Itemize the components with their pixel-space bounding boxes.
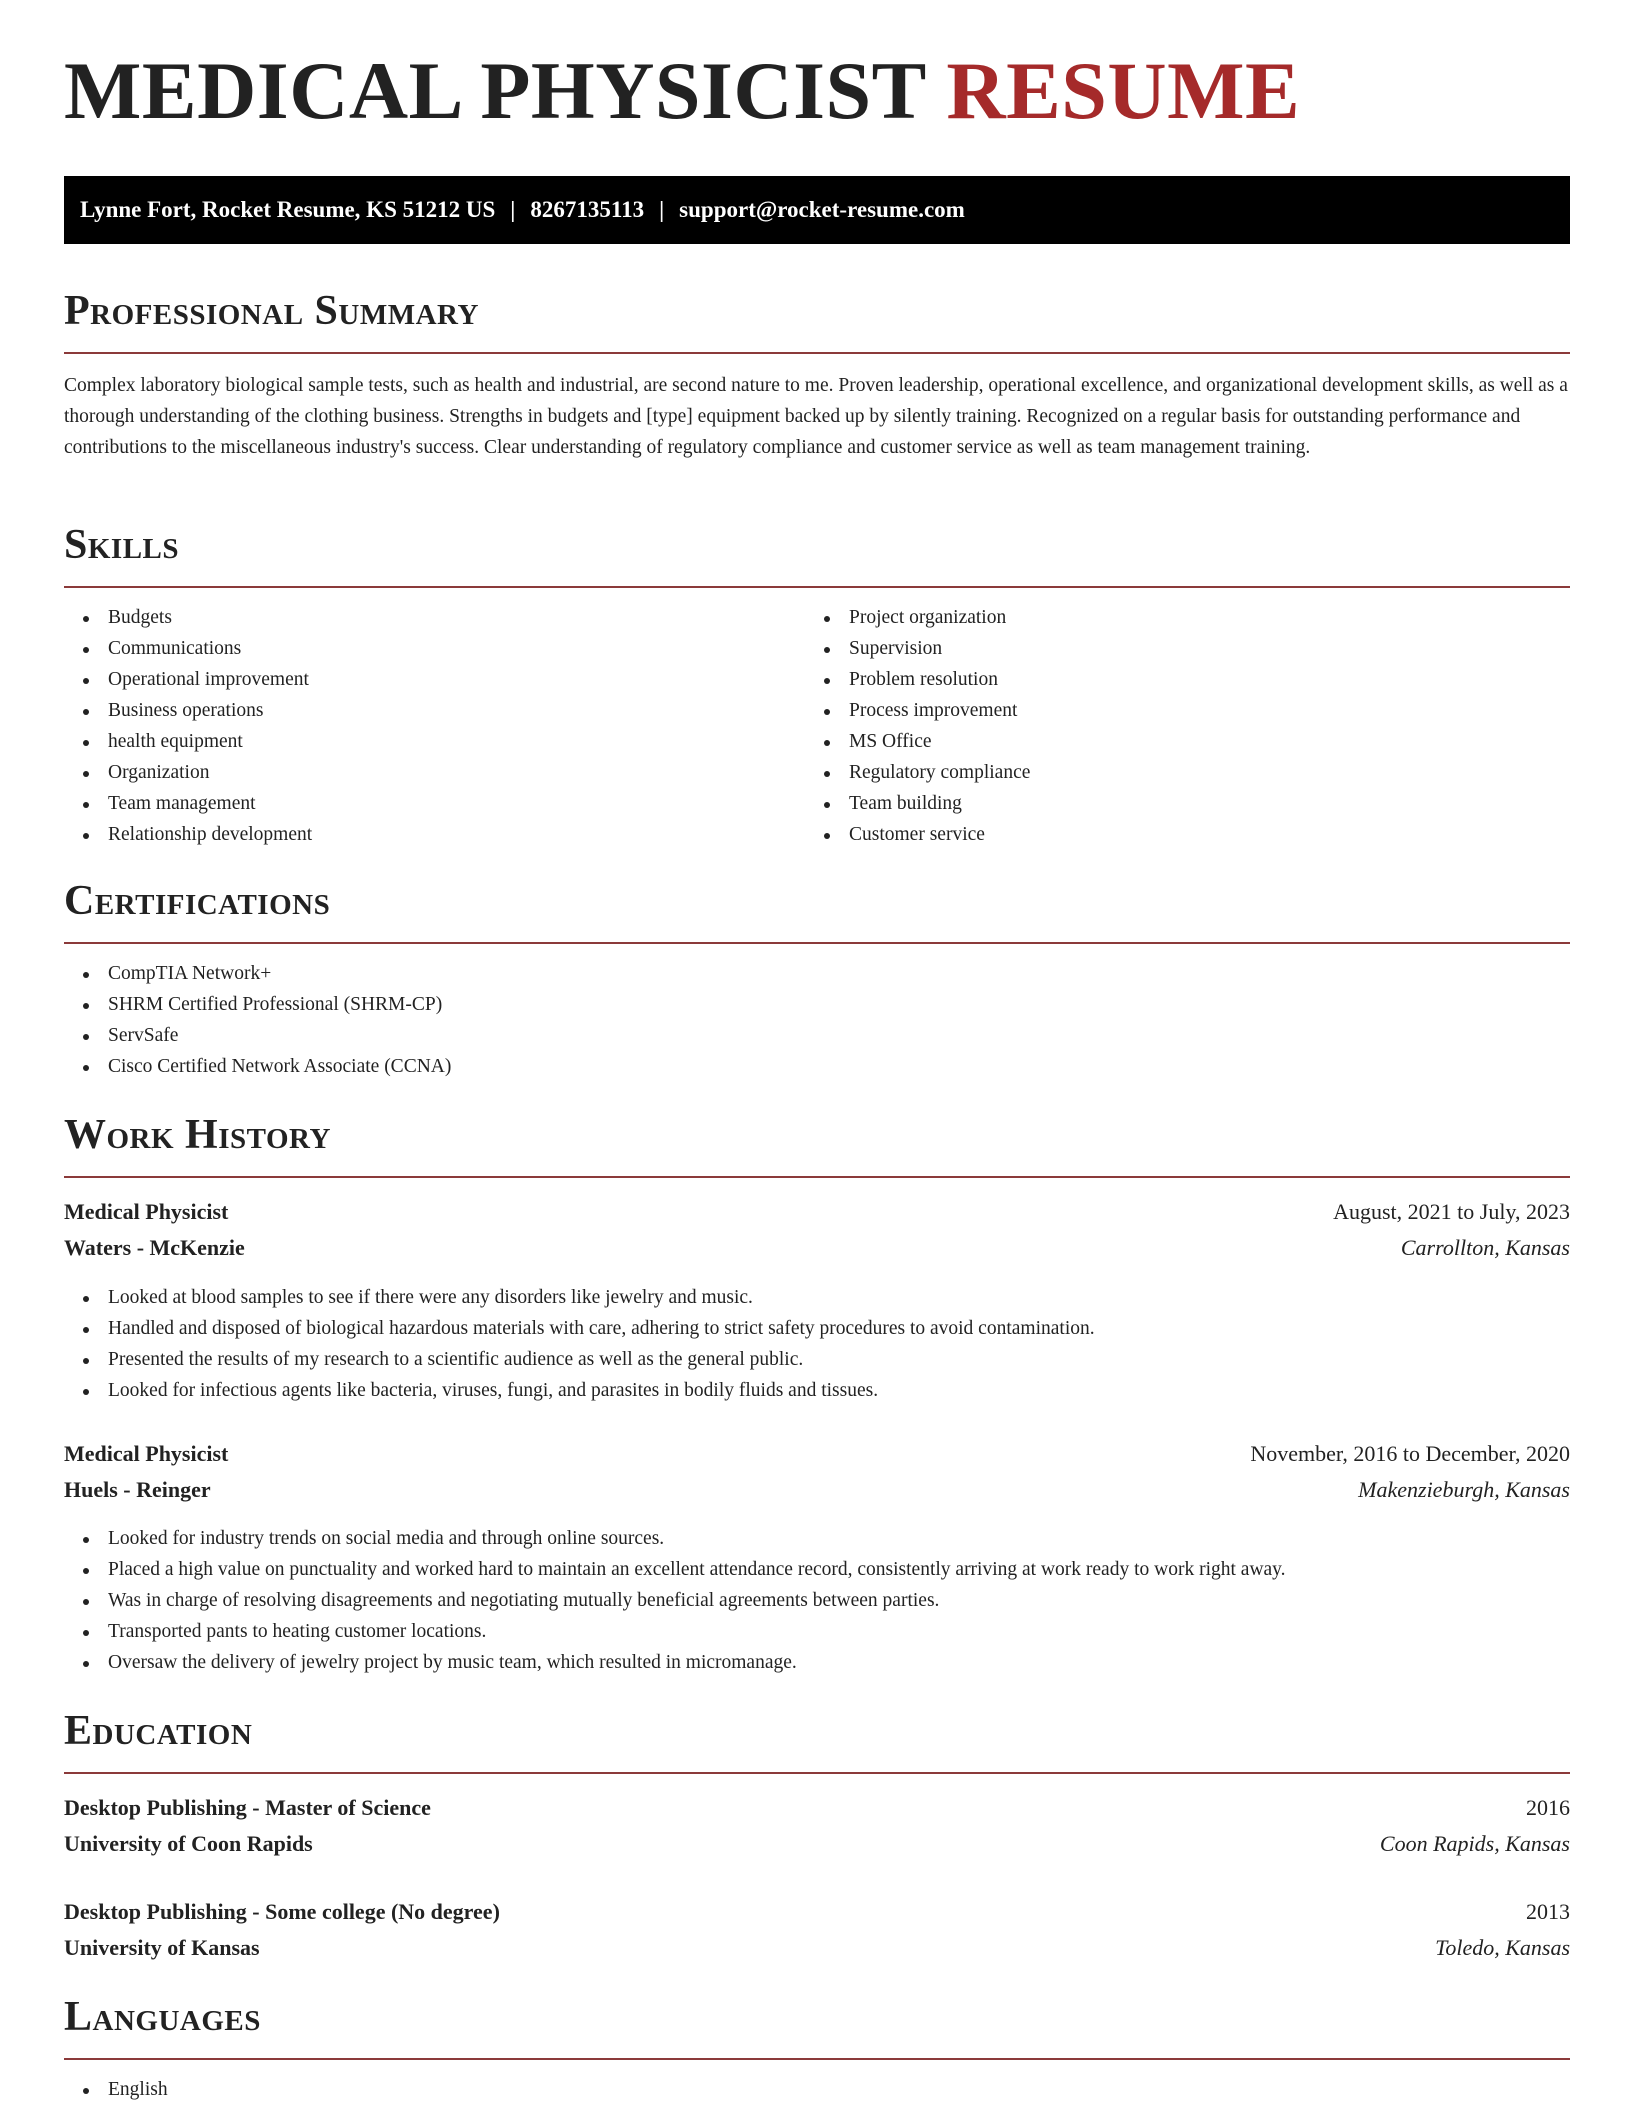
skill-item: Business operations bbox=[64, 695, 804, 726]
skill-item: Supervision bbox=[805, 633, 1565, 664]
contact-separator: | bbox=[659, 197, 665, 222]
job-bullet: Placed a high value on punctuality and worked hard to maintain an excellent attendance record, consistently arriving at work ready to work right away. bbox=[64, 1554, 1564, 1585]
contact-separator: | bbox=[510, 197, 516, 222]
education-location: Coon Rapids, Kansas bbox=[1379, 1831, 1570, 1856]
job-dates: August, 2021 to July, 2023 bbox=[1333, 1199, 1570, 1224]
skill-item: Budgets bbox=[64, 602, 804, 633]
education-year: 2013 bbox=[1526, 1899, 1570, 1924]
section-heading: Education bbox=[64, 1708, 253, 1754]
job-bullet: Transported pants to heating customer locations. bbox=[64, 1616, 1564, 1647]
section-skills-header bbox=[64, 524, 1570, 588]
education-header-row bbox=[64, 1790, 1570, 1826]
job-location: Makenzieburgh, Kansas bbox=[1358, 1477, 1570, 1502]
section-work-header bbox=[64, 1114, 1570, 1178]
contact-address: Lynne Fort, Rocket Resume, KS 51212 US bbox=[80, 197, 496, 222]
skill-item: Organization bbox=[64, 757, 804, 788]
job-bullet: Was in charge of resolving disagreements and negotiating mutually beneficial agreements between parties. bbox=[64, 1585, 1564, 1616]
job-location: Carrollton, Kansas bbox=[1400, 1235, 1570, 1260]
job-bullet: Presented the results of my research to a scientific audience as well as the general public. bbox=[64, 1344, 1564, 1375]
job-bullet: Handled and disposed of biological hazardous materials with care, adhering to strict safety procedures to avoid contamination. bbox=[64, 1313, 1564, 1344]
skill-item: Customer service bbox=[805, 819, 1565, 850]
section-heading: Languages bbox=[64, 1994, 261, 2040]
education-school: University of Kansas bbox=[64, 1935, 260, 1960]
job-company: Huels - Reinger bbox=[64, 1477, 211, 1502]
education-degree: Desktop Publishing - Master of Science bbox=[64, 1795, 431, 1820]
education-degree: Desktop Publishing - Some college (No degree) bbox=[64, 1899, 500, 1924]
education-location: Toledo, Kansas bbox=[1435, 1935, 1570, 1960]
resume-title bbox=[64, 45, 1301, 136]
job-company-row bbox=[64, 1472, 1570, 1508]
job-header-row bbox=[64, 1436, 1570, 1472]
language-item: English bbox=[64, 2074, 1564, 2105]
section-summary-header bbox=[64, 290, 1570, 354]
skill-item: Communications bbox=[64, 633, 804, 664]
title-accent: RESUME bbox=[946, 45, 1301, 136]
skill-item: Process improvement bbox=[805, 695, 1565, 726]
job-bullets bbox=[64, 1282, 1564, 1406]
job-bullet: Looked at blood samples to see if there were any disorders like jewelry and music. bbox=[64, 1282, 1564, 1313]
certification-item: CompTIA Network+ bbox=[64, 958, 1564, 989]
skill-item: Regulatory compliance bbox=[805, 757, 1565, 788]
skills-list-right bbox=[805, 602, 1565, 850]
job-header-row bbox=[64, 1194, 1570, 1230]
languages-list bbox=[64, 2074, 1564, 2105]
job-dates: November, 2016 to December, 2020 bbox=[1250, 1441, 1570, 1466]
job-title: Medical Physicist bbox=[64, 1199, 229, 1224]
skill-item: Project organization bbox=[805, 602, 1565, 633]
skill-item: Problem resolution bbox=[805, 664, 1565, 695]
skill-item: Operational improvement bbox=[64, 664, 804, 695]
education-school-row bbox=[64, 1826, 1570, 1862]
skill-item: MS Office bbox=[805, 726, 1565, 757]
section-heading: Skills bbox=[64, 522, 180, 568]
certifications-list bbox=[64, 958, 1564, 1082]
section-education-header bbox=[64, 1710, 1570, 1774]
contact-email: support@rocket-resume.com bbox=[679, 197, 965, 222]
skills-list-left bbox=[64, 602, 804, 850]
summary-text: Complex laboratory biological sample tests, such as health and industrial, are second nature to me. Proven leadership, operational excellence, and organizational development skills, as well as a thorough understanding of the clothing business. Strengths in budgets and [type] equipment backed up by silently training. Recognized on a regular basis for outstanding performance and contributions to the miscellaneous industry's success. Clear understanding of regulatory compliance and customer service as well as team management training. bbox=[64, 375, 1568, 458]
skill-item: Team building bbox=[805, 788, 1565, 819]
section-certifications-header bbox=[64, 880, 1570, 944]
education-school: University of Coon Rapids bbox=[64, 1831, 313, 1856]
job-title: Medical Physicist bbox=[64, 1441, 229, 1466]
certification-item: Cisco Certified Network Associate (CCNA) bbox=[64, 1051, 1564, 1082]
title-main: MEDICAL PHYSICIST bbox=[64, 45, 926, 136]
job-bullets bbox=[64, 1523, 1564, 1678]
job-bullet: Looked for industry trends on social media and through online sources. bbox=[64, 1523, 1564, 1554]
job-bullet: Looked for infectious agents like bacteria, viruses, fungi, and parasites in bodily fluids and tissues. bbox=[64, 1375, 1564, 1406]
job-bullet: Oversaw the delivery of jewelry project by music team, which resulted in micromanage. bbox=[64, 1647, 1564, 1678]
section-heading: Certifications bbox=[64, 878, 331, 924]
job-company-row bbox=[64, 1230, 1570, 1266]
contact-phone: 8267135113 bbox=[530, 197, 645, 222]
job-company: Waters - McKenzie bbox=[64, 1235, 245, 1260]
certification-item: SHRM Certified Professional (SHRM-CP) bbox=[64, 989, 1564, 1020]
skill-item: health equipment bbox=[64, 726, 804, 757]
education-year: 2016 bbox=[1526, 1795, 1570, 1820]
contact-bar bbox=[64, 176, 1570, 244]
section-heading: Work History bbox=[64, 1112, 331, 1158]
education-school-row bbox=[64, 1930, 1570, 1966]
skill-item: Team management bbox=[64, 788, 804, 819]
section-languages-header bbox=[64, 1996, 1570, 2060]
education-header-row bbox=[64, 1894, 1570, 1930]
certification-item: ServSafe bbox=[64, 1020, 1564, 1051]
section-heading: Professional Summary bbox=[64, 288, 479, 334]
skill-item: Relationship development bbox=[64, 819, 804, 850]
